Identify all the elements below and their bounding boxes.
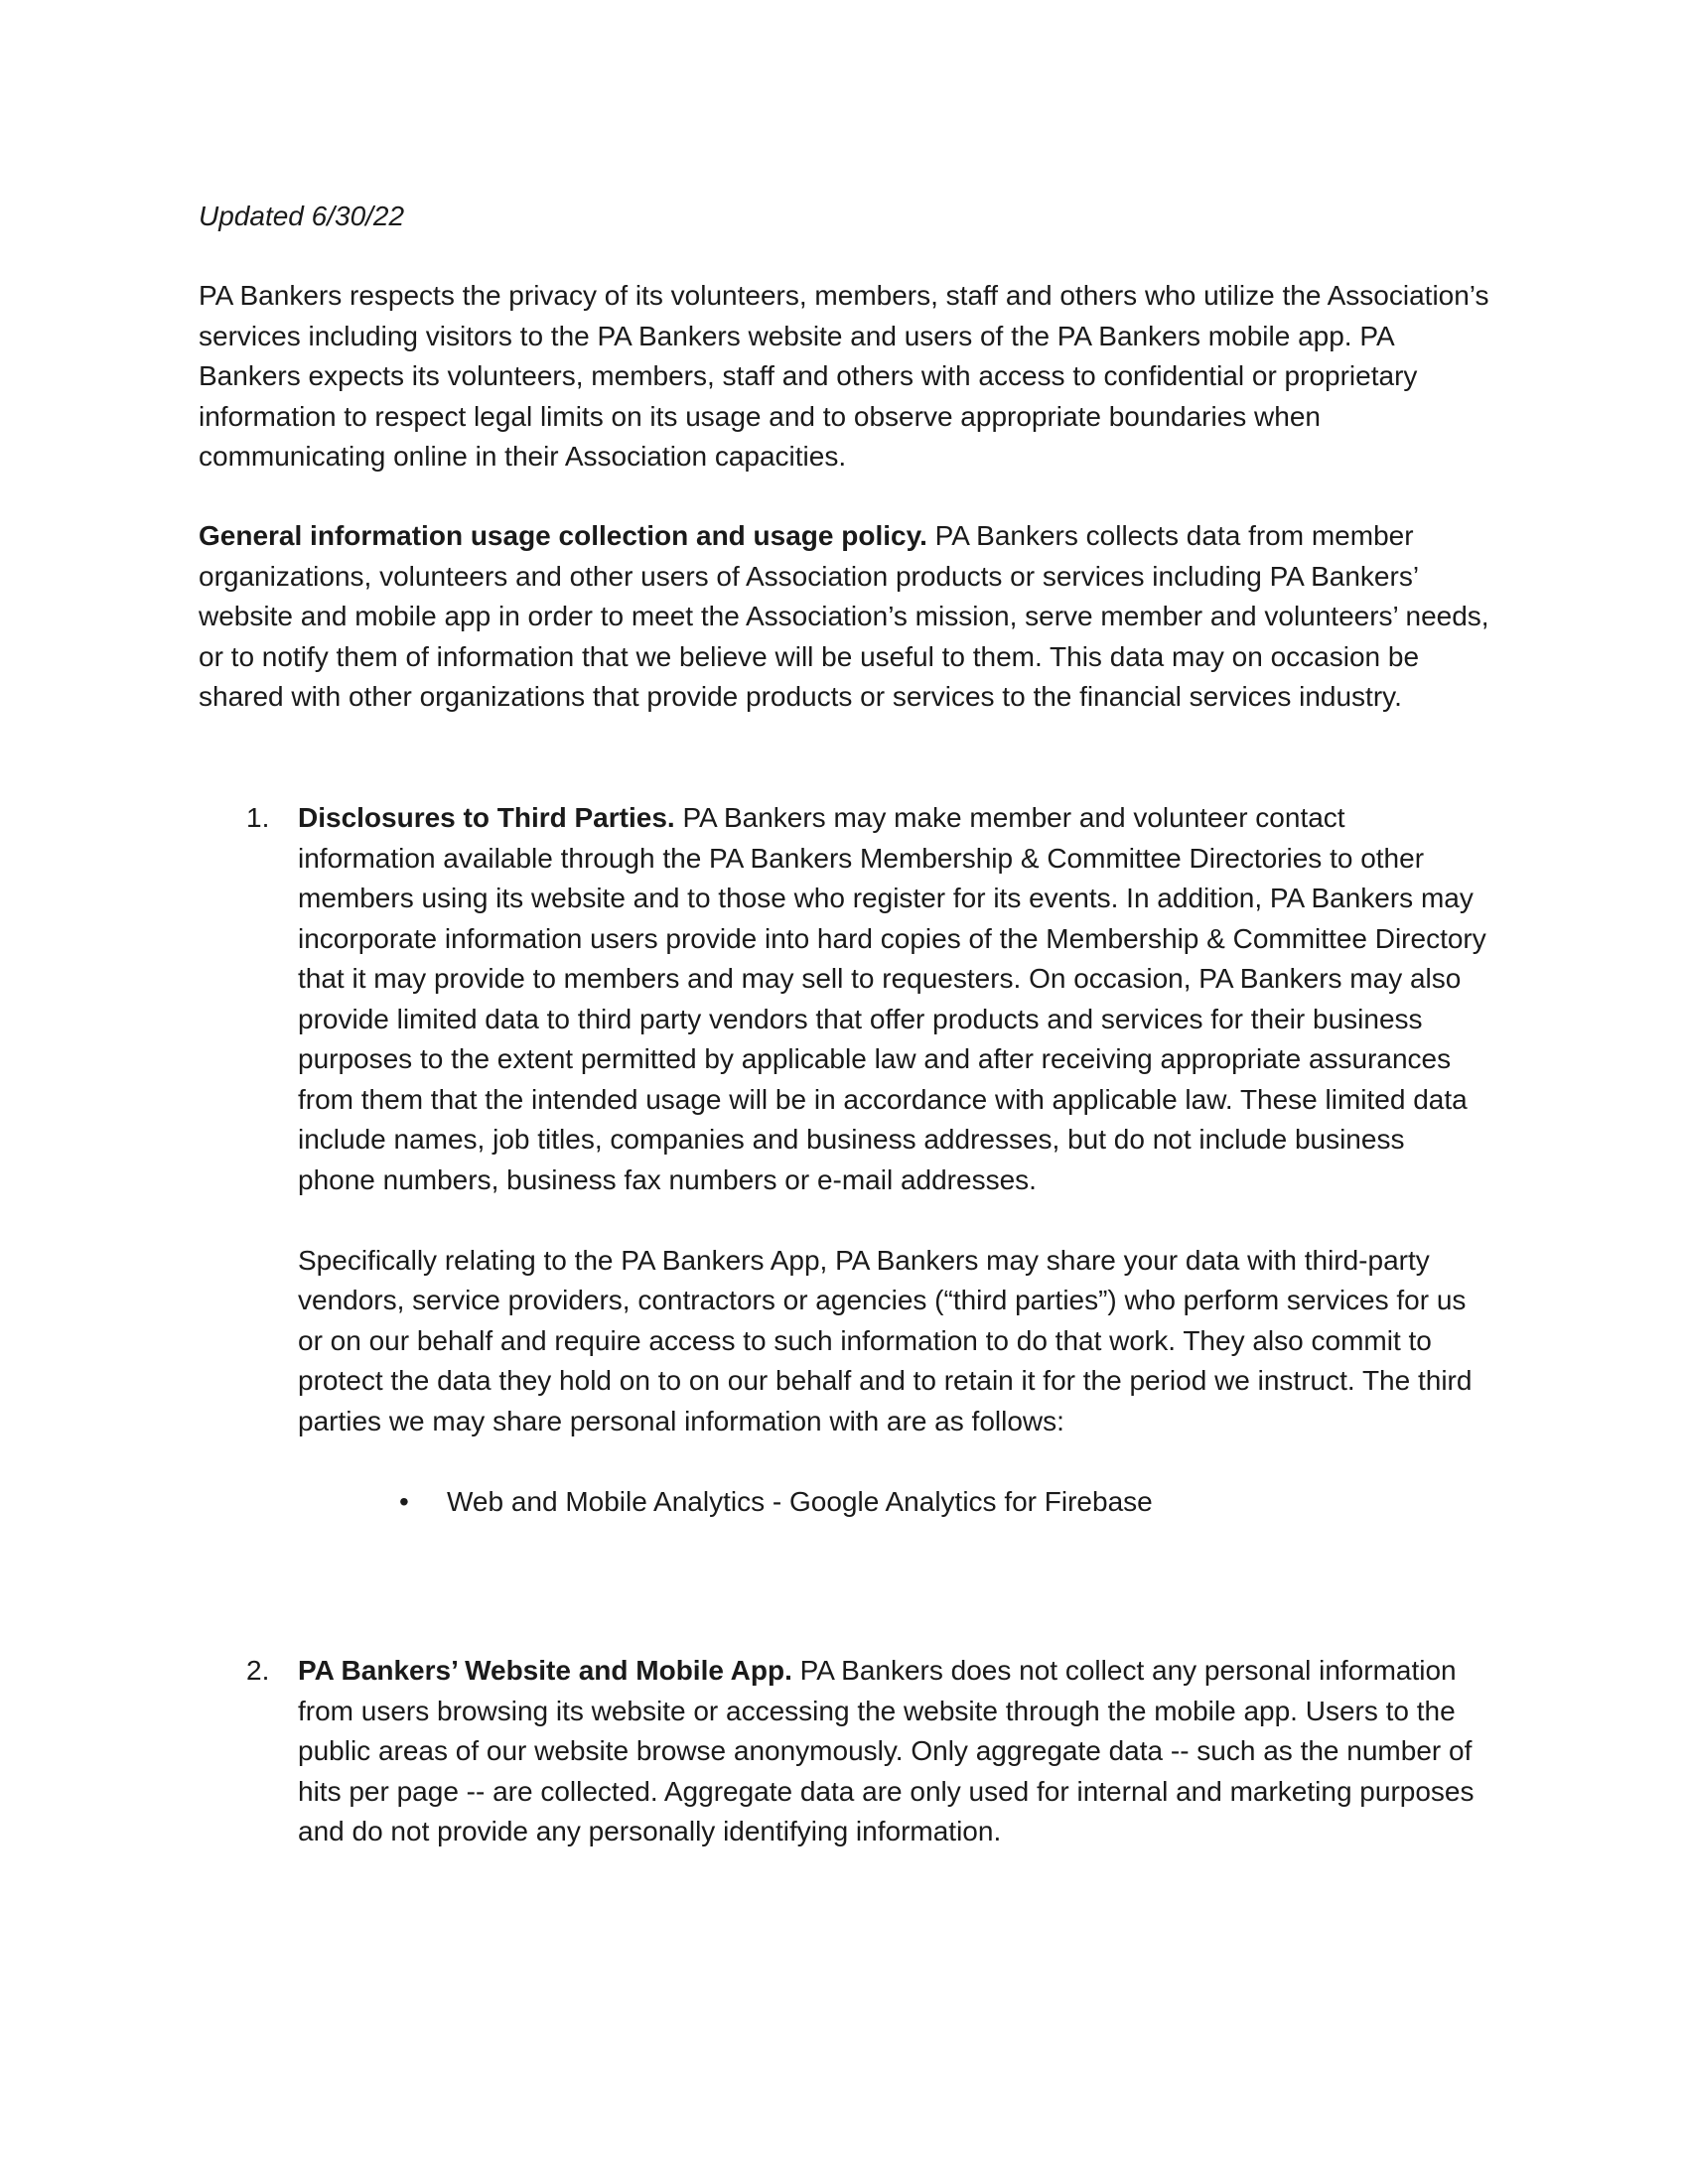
intro-paragraph: PA Bankers respects the privacy of its volunteers, members, staff and others who utilize the Association’s services including visitors to the PA Bankers website and users of the PA Bankers mobile app. PA Bankers expects its volunteers, members, staff and others with access to confidential or proprietary information to respect legal limits on its usage and to observe appropriate boundaries when communicating online in their Association capacities. — [199, 280, 1489, 472]
list-item-heading: PA Bankers’ Website and Mobile App. — [298, 1655, 792, 1686]
general-policy-text: PA Bankers collects data from member organizations, volunteers and other users of Association products or services including PA Bankers’ website and mobile app in order to meet the Association’s mission, serve member and volunteers’ needs, or to notify them of information that we believe will be useful to them. This data may on occasion be shared with other organizations that provide products or services to the financial services industry. — [199, 520, 1489, 712]
list-item — [199, 798, 1489, 1441]
list-item-paragraph — [298, 798, 1489, 1200]
bullet-text: Web and Mobile Analytics - Google Analytics for Firebase — [447, 1485, 1153, 1517]
general-policy-heading: General information usage collection and usage policy. — [199, 520, 927, 551]
list-item-text: PA Bankers may make member and volunteer contact information available through the PA Bankers Membership & Committee Directories to other members using its website and to those who register for its events. In addition, PA Bankers may incorporate information users provide into hard copies of the Membership & Committee Directory that it may provide to members and may sell to requesters. On occasion, PA Bankers may also provide limited data to third party vendors that offer products and services for their business purposes to the extent permitted by applicable law and after receiving appropriate assurances from them that the intended usage will be in accordance with applicable law. These limited data include names, job titles, companies and business addresses, but do not include business phone numbers, business fax numbers or e-mail addresses. — [298, 802, 1486, 1195]
list-item — [199, 1651, 1489, 1852]
updated-date: Updated 6/30/22 — [199, 201, 405, 231]
list-item-sub-paragraph: Specifically relating to the PA Bankers App, PA Bankers may share your data with third-party vendors, service providers, contractors or agencies (“third parties”) who perform services for us or on our behalf and require access to such information to do that work. They also commit to protect the data they hold on to on our behalf and to retain it for the period we instruct. The third parties we may share personal information with are as follows: — [298, 1244, 1473, 1436]
bullet-item — [199, 1482, 1489, 1523]
list-item-paragraph — [298, 1651, 1489, 1852]
list-item-heading: Disclosures to Third Parties. — [298, 802, 675, 833]
list-item-number: 2. — [246, 1655, 270, 1686]
general-policy-paragraph — [199, 516, 1489, 718]
list-item-website-app — [199, 1651, 1489, 1852]
list-item-number: 1. — [246, 802, 270, 833]
bullet-icon: • — [399, 1485, 409, 1517]
list-item-third-parties — [199, 798, 1489, 1522]
list-item-text: PA Bankers does not collect any personal information from users browsing its website or accessing the website through the mobile app. Users to the public areas of our website browse anonymously. Only aggregate data -- such as the number of hits per page -- are collected. Aggregate data are only used for internal and marketing purposes and do not provide any personally identifying information. — [298, 1655, 1475, 1846]
